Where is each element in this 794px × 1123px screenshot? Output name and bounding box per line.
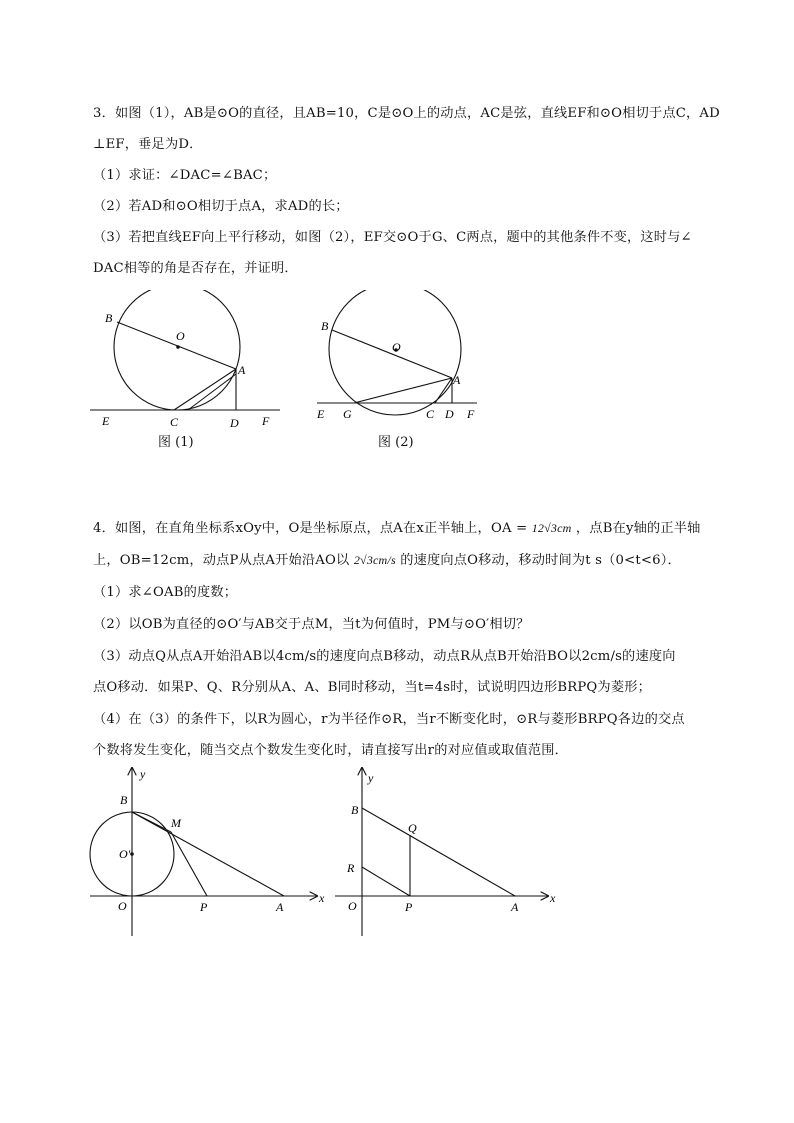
q3-figure-1 bbox=[85, 290, 285, 435]
q4-part-1: （1）求∠OAB的度数； bbox=[93, 585, 238, 600]
label-p: P bbox=[405, 900, 413, 914]
label-c: C bbox=[170, 415, 179, 429]
label-y: y bbox=[140, 767, 146, 781]
circle-o bbox=[114, 290, 240, 410]
fig1-caption: 图 (1) bbox=[158, 435, 194, 450]
label-m: M bbox=[171, 816, 181, 830]
q4-line-1 bbox=[93, 517, 701, 536]
label-b: B bbox=[321, 319, 329, 333]
label-d: D bbox=[445, 407, 454, 421]
label-a: A bbox=[238, 363, 246, 377]
q4-part-4a: （4）在（3）的条件下，以R为圆心，r为半径作⊙R，当r不断变化时，⊙R与菱形BRPQ各边的交点 bbox=[93, 712, 685, 727]
label-f: F bbox=[262, 414, 270, 428]
q4-figure-1 bbox=[85, 762, 335, 942]
center-dot bbox=[176, 345, 180, 349]
label-e: E bbox=[102, 414, 110, 428]
label-b: B bbox=[120, 793, 128, 807]
q3-part-3b: DAC相等的角是否存在，并证明． bbox=[93, 261, 298, 276]
segment-bm bbox=[132, 812, 171, 832]
q4-figure-2 bbox=[330, 762, 565, 942]
diameter-ab bbox=[332, 330, 452, 378]
segment-rp bbox=[362, 867, 410, 896]
q3-line-1: 3．如图（1），AB是⊙O的直径，且AB=10，C是⊙O上的动点，AC是弦，直线EF和⊙O相切于点C，AD bbox=[93, 106, 720, 121]
label-o: O bbox=[348, 899, 357, 913]
label-y: y bbox=[368, 771, 374, 785]
q4-line-1c: ，点B在y轴的正半轴 bbox=[575, 521, 701, 536]
label-p: P bbox=[200, 900, 208, 914]
q4-part-3a: （3）动点Q从点A开始沿AB以4cm/s的速度向点B移动，动点R从点B开始沿BO以2cm/s的速度向 bbox=[93, 649, 676, 664]
label-b: B bbox=[105, 311, 113, 325]
segment-pm bbox=[171, 832, 207, 896]
center-dot bbox=[130, 852, 134, 856]
q3-part-3a: （3）若把直线EF向上平行移动，如图（2），EF交⊙O于G、C两点，题中的其他条件不变，这时与∠ bbox=[93, 230, 692, 245]
label-a: A bbox=[276, 900, 284, 914]
segment-ba bbox=[362, 808, 515, 896]
segment-ba bbox=[132, 812, 284, 896]
q3-figure-2 bbox=[312, 290, 482, 435]
q3-part-1: （1）求证：∠DAC=∠BAC； bbox=[93, 168, 277, 183]
q4-part-2: （2）以OB为直径的⊙O′与AB交于点M，当t为何值时，PM与⊙O′相切？ bbox=[93, 617, 530, 632]
q4-oa-value: 12√3cm bbox=[531, 521, 572, 535]
label-q: Q bbox=[408, 821, 417, 835]
q3-part-2: （2）若AD和⊙O相切于点A，求AD的长； bbox=[93, 199, 349, 214]
label-f: F bbox=[467, 407, 475, 421]
q4-line-2 bbox=[93, 549, 681, 568]
q4-line-2c: 的速度向点O移动，移动时间为t s（0<t<6）． bbox=[400, 553, 681, 568]
label-x: x bbox=[319, 891, 325, 905]
label-o: O bbox=[118, 899, 127, 913]
label-o: O bbox=[176, 329, 185, 343]
q3-line-2: ⊥EF，垂足为D． bbox=[93, 137, 203, 152]
label-e: E bbox=[317, 407, 325, 421]
label-g: G bbox=[343, 407, 352, 421]
q4-part-4b: 个数将发生变化，随当交点个数发生变化时，请直接写出r的对应值或取值范围． bbox=[93, 743, 569, 758]
label-o-prime: O′ bbox=[119, 847, 131, 861]
q4-line-2a: 上，OB=12cm，动点P从点A开始沿AO以 bbox=[93, 553, 350, 568]
inner-line bbox=[188, 374, 236, 410]
fig2-caption: 图 (2) bbox=[378, 435, 414, 450]
q4-line-1a: 4．如图，在直角坐标系xOy中，O是坐标原点，点A在x正半轴上，OA = bbox=[93, 521, 528, 536]
label-x: x bbox=[550, 891, 556, 905]
label-a: A bbox=[511, 900, 519, 914]
q4-part-3b: 点O移动．如果P、Q、R分别从A、A、B同时移动，当t=4s时，试说明四边形BRPQ为菱形； bbox=[93, 680, 651, 695]
label-r: R bbox=[347, 861, 355, 875]
label-b: B bbox=[351, 803, 359, 817]
q4-speed-value: 2√3cm/s bbox=[353, 553, 396, 567]
label-d: D bbox=[230, 416, 239, 430]
label-o: O bbox=[392, 340, 401, 354]
label-a: A bbox=[453, 373, 461, 387]
label-c: C bbox=[426, 407, 435, 421]
